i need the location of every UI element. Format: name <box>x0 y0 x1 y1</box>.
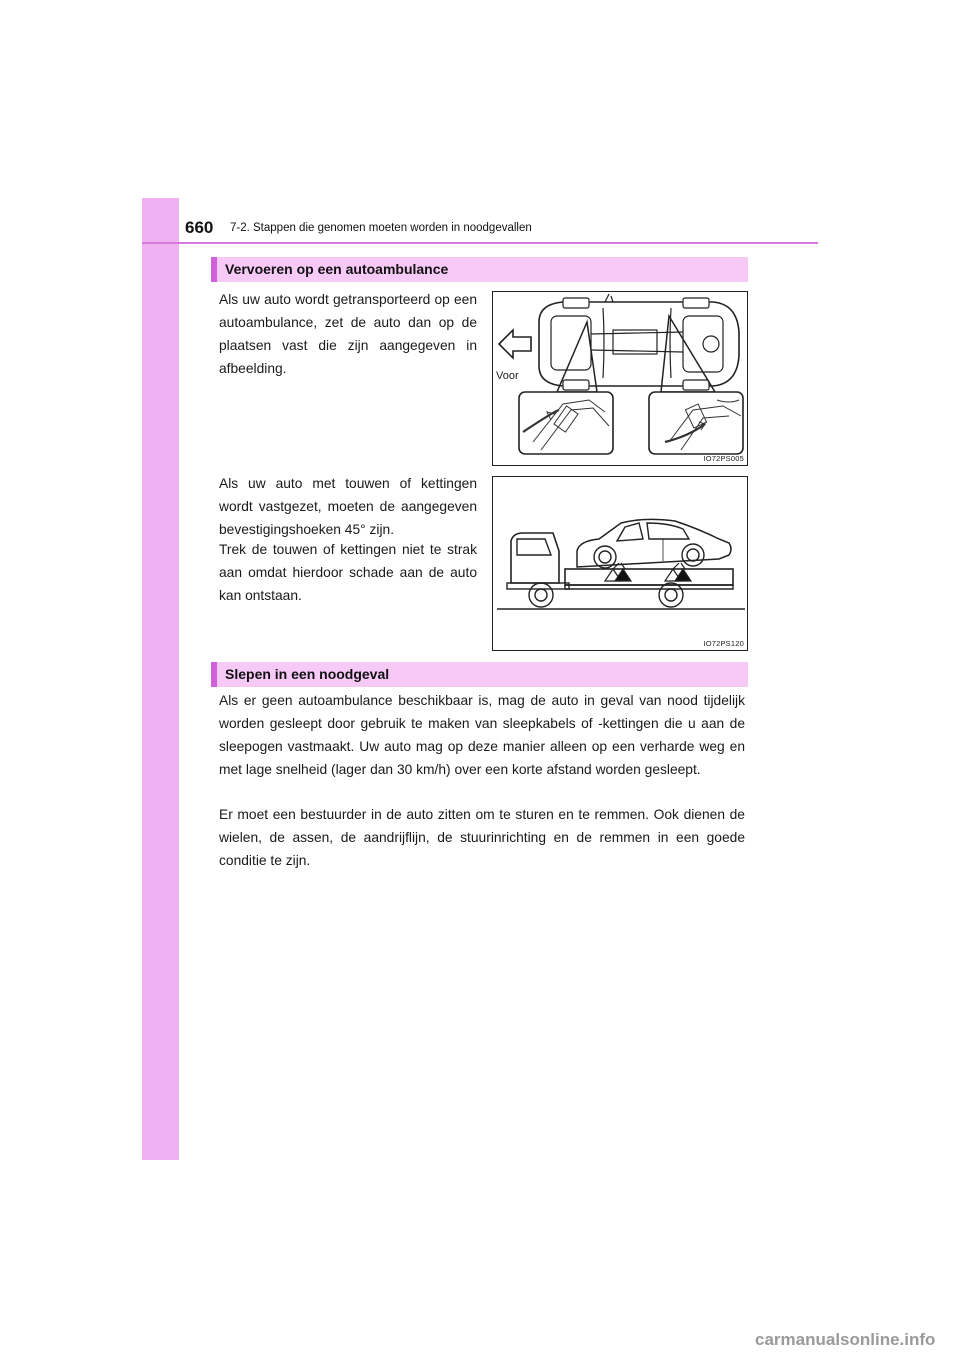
paragraph-tension: Trek de touwen of kettingen niet te strak aan omdat hierdoor schade aan de auto kan ontstaan. <box>219 542 477 603</box>
underbody-illustration <box>493 292 747 465</box>
figure-underbody-tiedown <box>492 291 748 466</box>
section-stripe <box>211 257 217 282</box>
paragraph-angle: Als uw auto met touwen of kettingen wordt vastgezet, moeten de aangegeven bevestigingshoeken 45° zijn. <box>219 476 477 537</box>
section-header-autoambulance <box>211 257 748 282</box>
running-head: 7-2. Stappen die genomen moeten worden in noodgevallen <box>230 222 532 234</box>
paragraph-driver-conditions: Er moet een bestuurder in de auto zitten om te sturen en te remmen. Ook dienen de wielen, de assen, de aandrijflijn, de stuurinrichting en de remmen in een goede conditie te zijn. <box>219 807 745 868</box>
watermark: carmanualsonline.info <box>755 1330 936 1349</box>
page-number: 660 <box>185 218 214 237</box>
paragraph-emergency-towing: Als er geen autoambulance beschikbaar is, mag de auto in geval van nood tijdelijk worden gesleept door gebruik te maken van sleepkabels of -kettingen die u aan de sleepogen vastmaakt. Uw auto mag op deze manier alleen op een verharde weg en met lage snelheid (lager dan 30 km/h) over een korte afstand worden gesleept. <box>219 693 745 777</box>
figure-code: IO72PS120 <box>703 639 744 648</box>
section-title: Vervoeren op een autoambulance <box>225 261 449 277</box>
truck-illustration <box>493 477 747 650</box>
section-stripe <box>211 662 217 687</box>
chapter-side-tab <box>142 198 179 1160</box>
paragraph-transport: Als uw auto wordt getransporteerd op een autoambulance, zet de auto dan op de plaatsen vast die zijn aangegeven in afbeelding. <box>219 292 477 376</box>
section-title: Slepen in een noodgeval <box>225 666 390 682</box>
section-header-slepen <box>211 662 748 687</box>
header-rule <box>142 242 818 244</box>
figure-code: IO72PS005 <box>703 454 744 463</box>
figure-car-on-truck <box>492 476 748 651</box>
front-label: Voor <box>496 370 519 382</box>
